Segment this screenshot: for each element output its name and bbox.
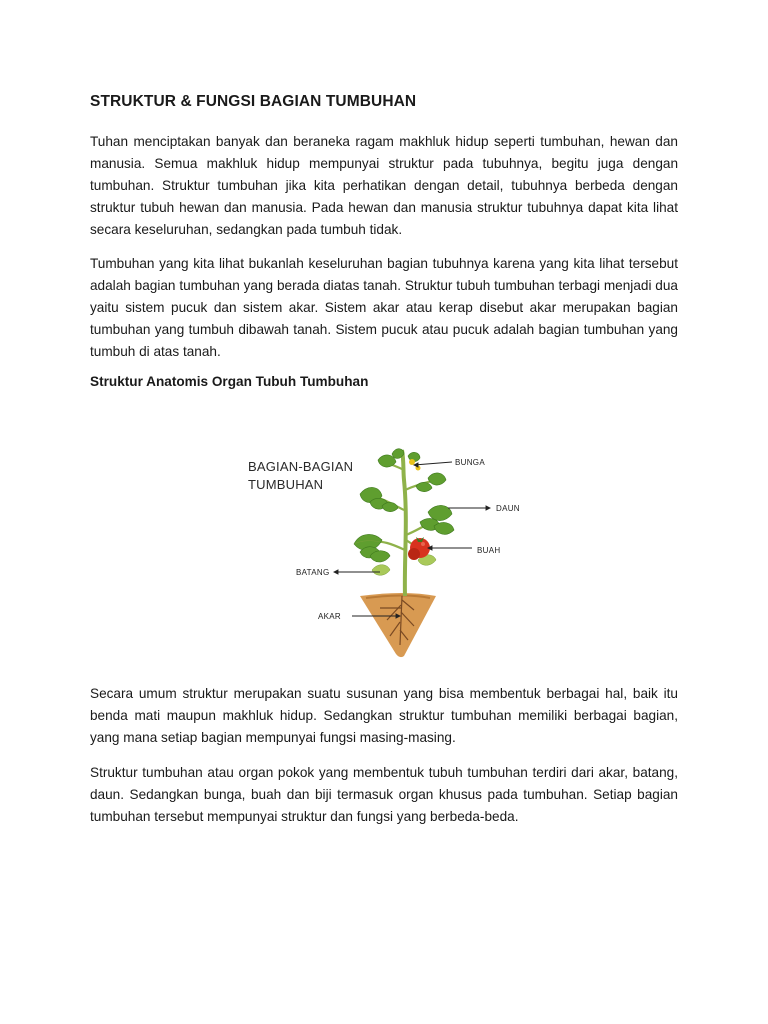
document-title: STRUKTUR & FUNGSI BAGIAN TUMBUHAN — [90, 93, 417, 110]
main-stem — [402, 450, 406, 596]
label-akar: AKAR — [318, 612, 341, 621]
label-bunga: BUNGA — [455, 458, 485, 467]
paragraph-shoot-root-system: Tumbuhan yang kita lihat bukanlah keseluruhan bagian tubuhnya karena yang kita lihat tersebut adalah bagian tumbuhan yang berada diatas tanah. Struktur tubuh tumbuhan terbagi menjadi dua yaitu sistem pucuk dan sistem akar. Sistem akar atau kerap disebut akar merupakan bagian tumbuhan yang tumbuh dibawah tanah. Sistem pucuk atau pucuk adalah bagian tumbuhan yang tumbuh di atas tanah. — [90, 256, 678, 359]
paragraph-intro: Tuhan menciptakan banyak dan beraneka ragam makhluk hidup seperti tumbuhan, hewan dan manusia. Semua makhluk hidup mempunyai struktur pada tubuhnya, begitu juga dengan tumbuhan. Struktur tumbuhan jika kita perhatikan dengan detail, tubuhnya berbeda dengan struktur tubuh hewan dan manusia. Pada hewan dan manusia struktur tubuhnya dapat kita lihat secara keseluruhan, sedangkan pada tumbuh tidak. — [90, 134, 678, 237]
diagram-title-line2: TUMBUHAN — [248, 477, 324, 492]
label-batang: BATANG — [296, 568, 330, 577]
diagram-title-line1: BAGIAN-BAGIAN — [248, 459, 354, 474]
paragraph-structure-general: Secara umum struktur merupakan suatu susunan yang bisa membentuk berbagai hal, baik itu benda mati maupun makhluk hidup. Sedangkan struktur tumbuhan memiliki berbagai bagian, yang mana setiap bagian mempunyai fungsi masing-masing. — [90, 686, 678, 745]
plant-parts-diagram — [242, 440, 532, 662]
diagram-title — [248, 458, 353, 494]
label-buah: BUAH — [477, 546, 501, 555]
label-daun: DAUN — [496, 504, 520, 513]
paragraph-plant-organs: Struktur tumbuhan atau organ pokok yang membentuk tubuh tumbuhan terdiri dari akar, batang, daun. Sedangkan bunga, buah dan biji termasuk organ khusus pada tumbuhan. Setiap bagian tumbuhan tersebut mempunyai struktur dan fungsi yang berbeda-beda. — [90, 765, 678, 824]
section-subtitle: Struktur Anatomis Organ Tubuh Tumbuhan — [90, 374, 369, 389]
